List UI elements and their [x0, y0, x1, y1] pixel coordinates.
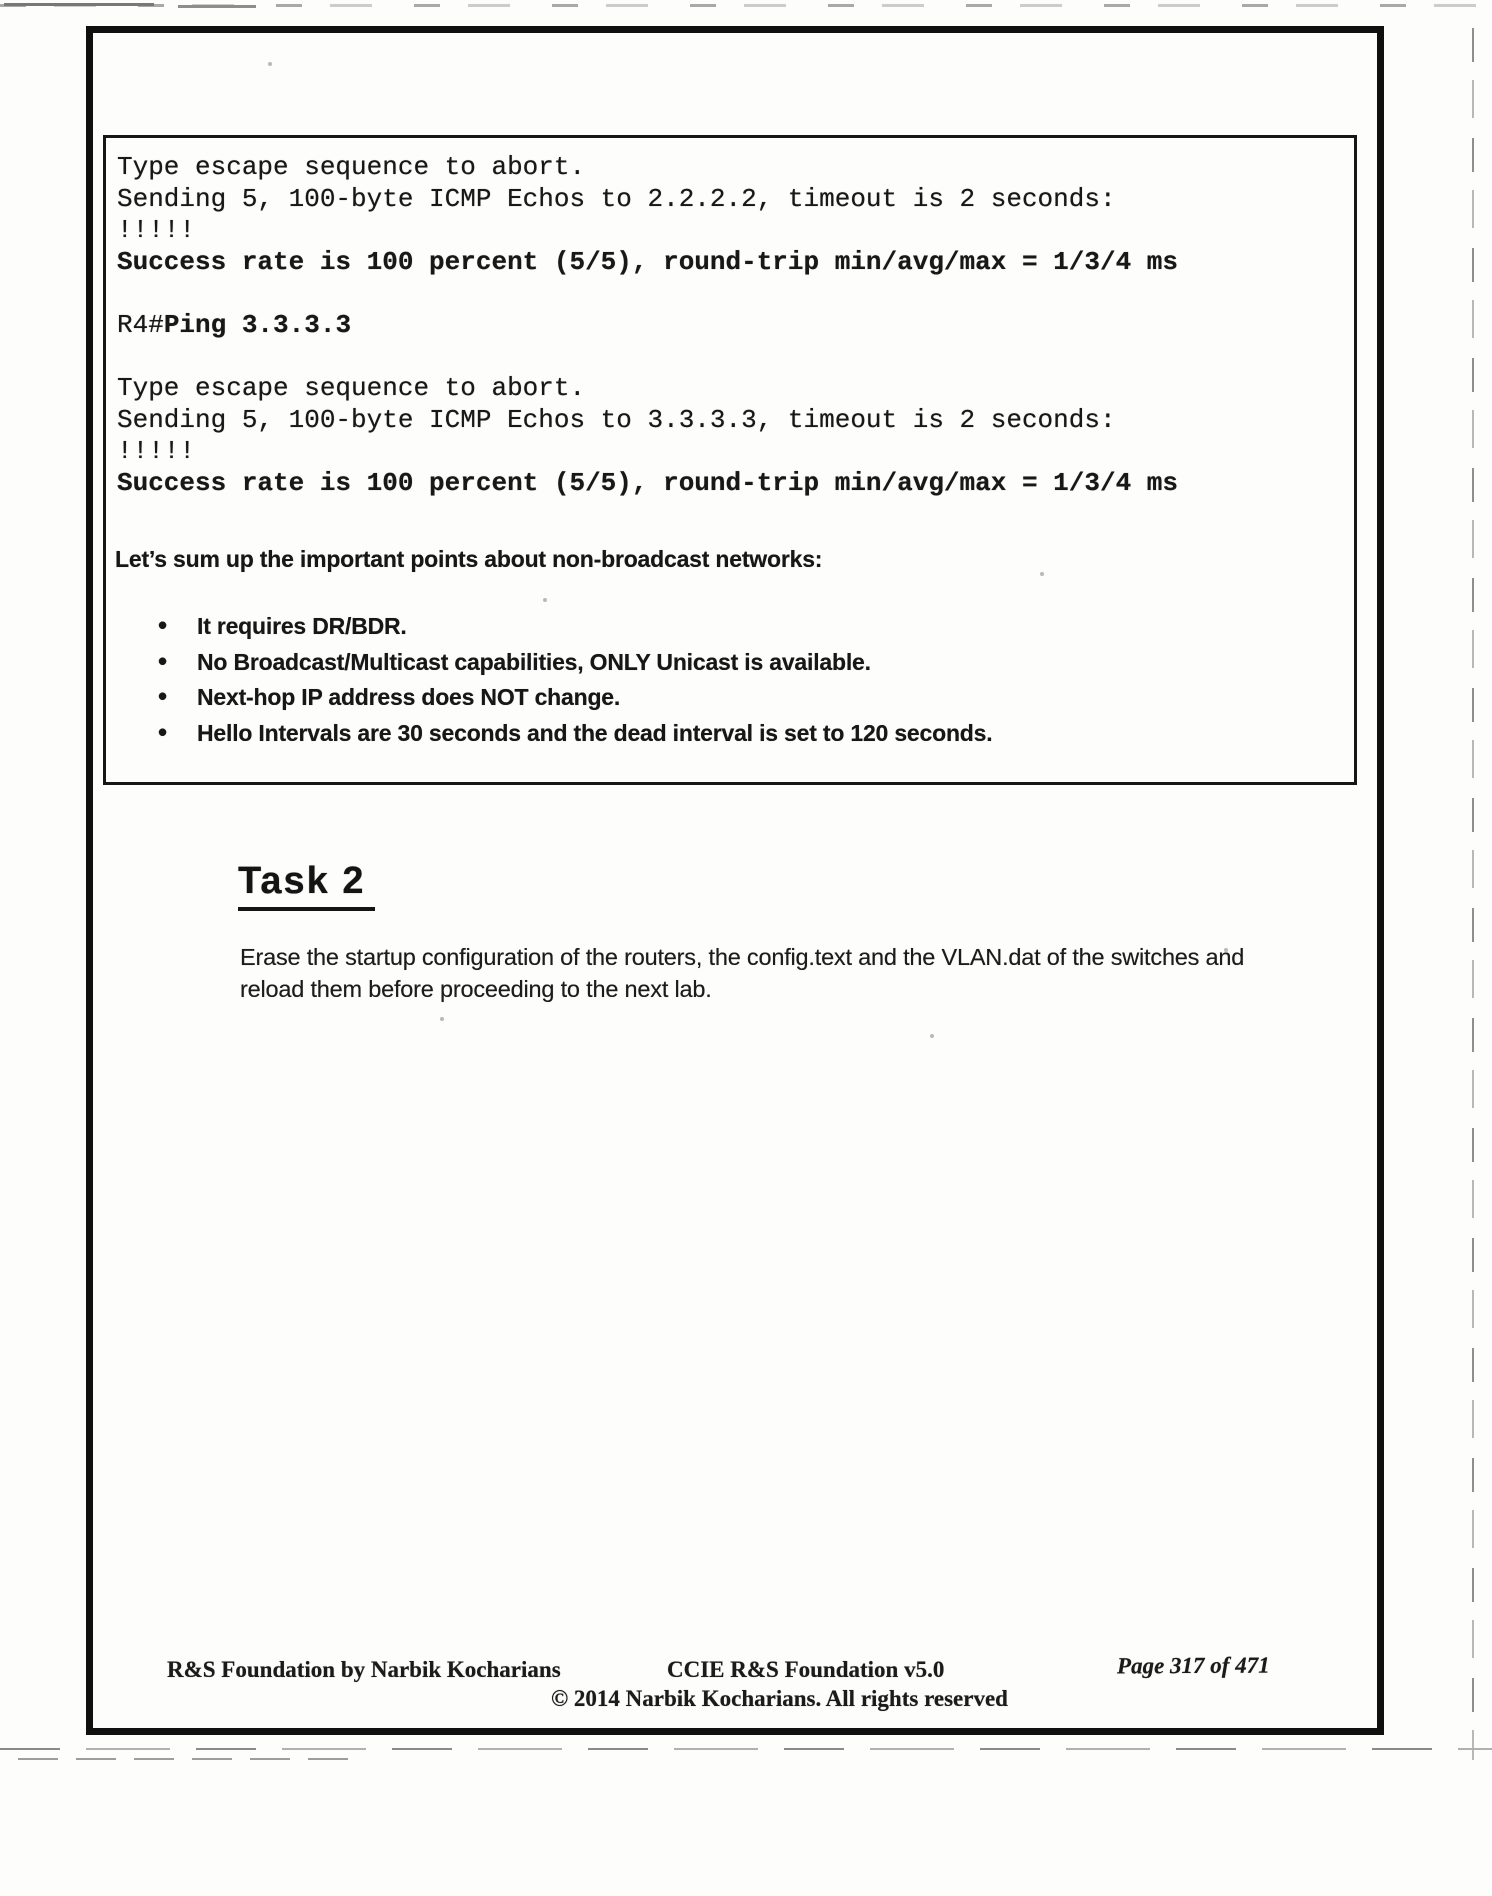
summary-intro: Let’s sum up the important points about non-broadcast networks: [115, 546, 823, 572]
footer-course-title: CCIE R&S Foundation v5.0 [667, 1657, 945, 1682]
footer-book-title: R&S Foundation by Narbik Kocharians [167, 1657, 561, 1682]
console-line: Success rate is 100 percent (5/5), round-trip min/avg/max = 1/3/4 ms [117, 246, 1178, 277]
task-heading: Task 2 [238, 862, 375, 911]
console-line [117, 342, 1178, 374]
scan-artifact-right-line [1472, 28, 1474, 1760]
console-line: Sending 5, 100-byte ICMP Echos to 2.2.2.2, timeout is 2 seconds: [117, 183, 1116, 214]
console-line: !!!!! [117, 436, 196, 467]
task-description: Erase the startup configuration of the routers, the config.text and the VLAN.dat of the switches and reload them before proceeding to the next lab. [240, 944, 1245, 1002]
summary-bullet: • Hello Intervals are 30 seconds and the dead interval is set to 120 seconds. [158, 719, 1298, 748]
console-output [117, 152, 1178, 500]
console-line: Success rate is 100 percent (5/5), round-trip min/avg/max = 1/3/4 ms [117, 467, 1178, 498]
console-line: !!!!! [117, 215, 196, 246]
console-line: R4#Ping 3.3.3.3 [117, 309, 352, 340]
footer-copyright: © 2014 Narbik Kocharians. All rights reserved [551, 1686, 1008, 1711]
summary-bullet: • It requires DR/BDR. [158, 612, 1298, 641]
console-line: Type escape sequence to abort. [117, 152, 586, 182]
console-line: Type escape sequence to abort. [117, 373, 586, 404]
summary-bullet: • Next-hop IP address does NOT change. [158, 683, 1298, 712]
scan-artifact-top-dash-2 [178, 5, 256, 8]
summary-bullet: • No Broadcast/Multicast capabilities, ONLY Unicast is available. [158, 648, 1298, 677]
console-line: Sending 5, 100-byte ICMP Echos to 3.3.3.3, timeout is 2 seconds: [117, 404, 1116, 435]
scan-artifact-top-dash [4, 3, 154, 6]
scan-artifact-bottom-line-2 [18, 1758, 348, 1760]
scan-artifact-bottom-line [0, 1748, 1492, 1750]
footer-page-number: Page 317 of 471 [1116, 1652, 1270, 1679]
console-line [117, 278, 1178, 310]
summary-list [158, 612, 1298, 754]
